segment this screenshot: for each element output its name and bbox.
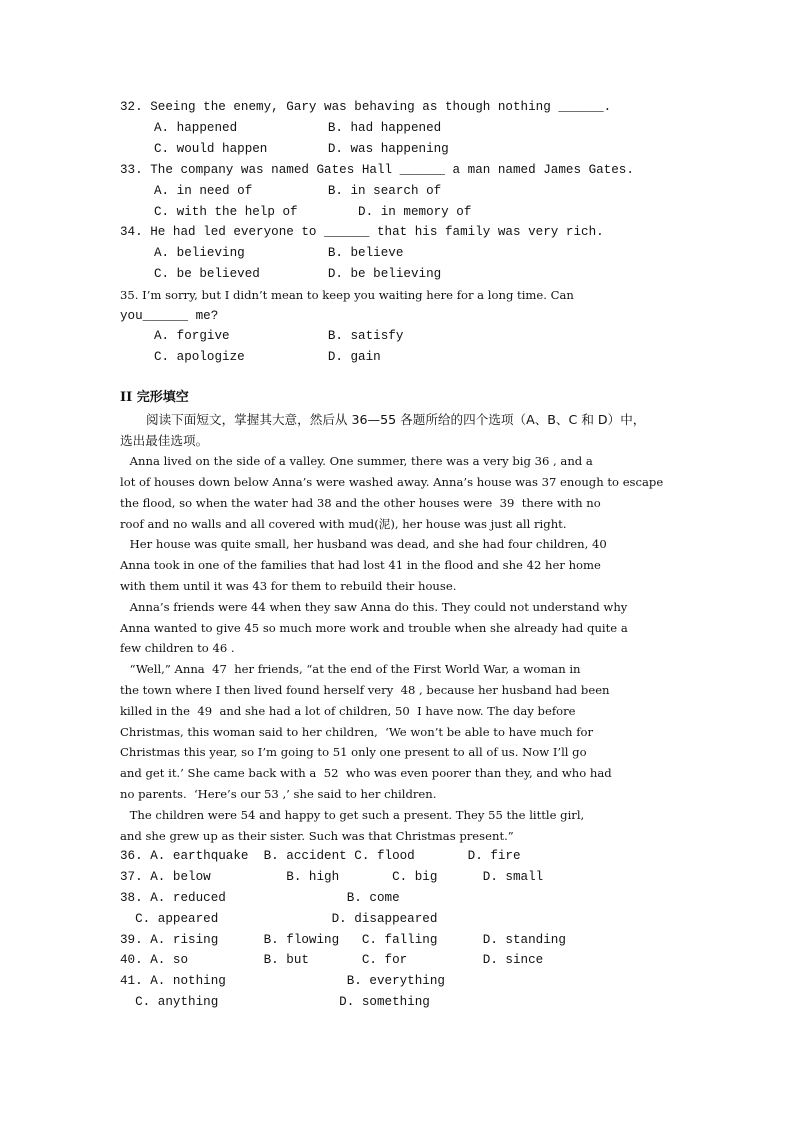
passage-line: roof and no walls and all covered with mud(泥), her house was just all right. [120,517,567,531]
question-37: 37. A. below B. high C. big D. small [120,870,544,884]
question-32-options-ab: A. happened B. had happened [154,121,442,135]
passage-line: Christmas this year, so I’m going to 51 only one present to all of us. Now I’ll go [120,745,587,759]
question-36: 36. A. earthquake B. accident C. flood D. fire [120,849,521,863]
question-33-options-ab: A. in need of B. in search of [154,184,442,198]
question-38-options-ab: 38. A. reduced B. come [120,891,400,905]
passage-line: lot of houses down below Anna’s were washed away. Anna’s house was 37 enough to escape [120,475,664,489]
passage-line: few children to 46 . [120,641,235,655]
question-32-stem: 32. Seeing the enemy, Gary was behaving as though nothing ______. [120,100,612,114]
passage-line: The children were 54 and happy to get such a present. They 55 the little girl, [126,808,585,822]
passage-line: and she grew up as their sister. Such was that Christmas present.” [120,829,514,843]
question-34-stem: 34. He had led everyone to ______ that his family was very rich. [120,225,604,239]
question-34-options-cd: C. be believed D. be believing [154,267,442,281]
question-35-stem-line2: you______ me? [120,309,219,323]
question-40: 40. A. so B. but C. for D. since [120,953,544,967]
instructions-line1: 阅读下面短文，掌握其大意，然后从 36—55 各题所给的四个选项（A、B、C 和 D）中， [146,412,646,427]
question-34-options-ab: A. believing B. believe [154,246,404,260]
instructions-line2: 选出最佳选项。 [120,433,209,448]
passage-line: the town where I then lived found herself very 48 , because her husband had been [120,683,610,697]
question-39: 39. A. rising B. flowing C. falling D. standing [120,933,566,947]
question-35-options-cd: C. apologize D. gain [154,350,381,364]
section-heading: II 完形填空 [120,390,189,405]
passage-line: Her house was quite small, her husband was dead, and she had four children, 40 [126,537,607,551]
passage-line: and get it.’ She came back with a 52 who was even poorer than they, and who had [120,766,612,780]
question-35-options-ab: A. forgive B. satisfy [154,329,404,343]
passage-line: no parents. ‘Here’s our 53 ,’ she said to her children. [120,787,437,801]
question-38-options-cd: C. appeared D. disappeared [120,912,438,926]
question-32-options-cd: C. would happen D. was happening [154,142,449,156]
question-41-options-ab: 41. A. nothing B. everything [120,974,445,988]
question-41-options-cd: C. anything D. something [120,995,430,1009]
passage-line: “Well,” Anna 47 her friends, “at the end of the First World War, a woman in [126,662,581,676]
passage-line: the flood, so when the water had 38 and the other houses were 39 there with no [120,496,601,510]
question-33-options-cd: C. with the help of D. in memory of [154,205,472,219]
passage-line: Anna lived on the side of a valley. One summer, there was a very big 36 , and a [126,454,593,468]
passage-line: with them until it was 43 for them to rebuild their house. [120,579,457,593]
passage-line: Christmas, this woman said to her children, ‘We won’t be able to have much for [120,725,594,739]
passage-line: killed in the 49 and she had a lot of children, 50 I have now. The day before [120,704,576,718]
passage-line: Anna’s friends were 44 when they saw Anna do this. They could not understand why [126,600,628,614]
question-35-stem-line1: 35. I’m sorry, but I didn’t mean to keep you waiting here for a long time. Can [120,288,574,302]
passage-line: Anna took in one of the families that had lost 41 in the flood and she 42 her home [120,558,601,572]
question-33-stem: 33. The company was named Gates Hall ______ a man named James Gates. [120,163,634,177]
passage-line: Anna wanted to give 45 so much more work and trouble when she already had quite a [120,621,628,635]
